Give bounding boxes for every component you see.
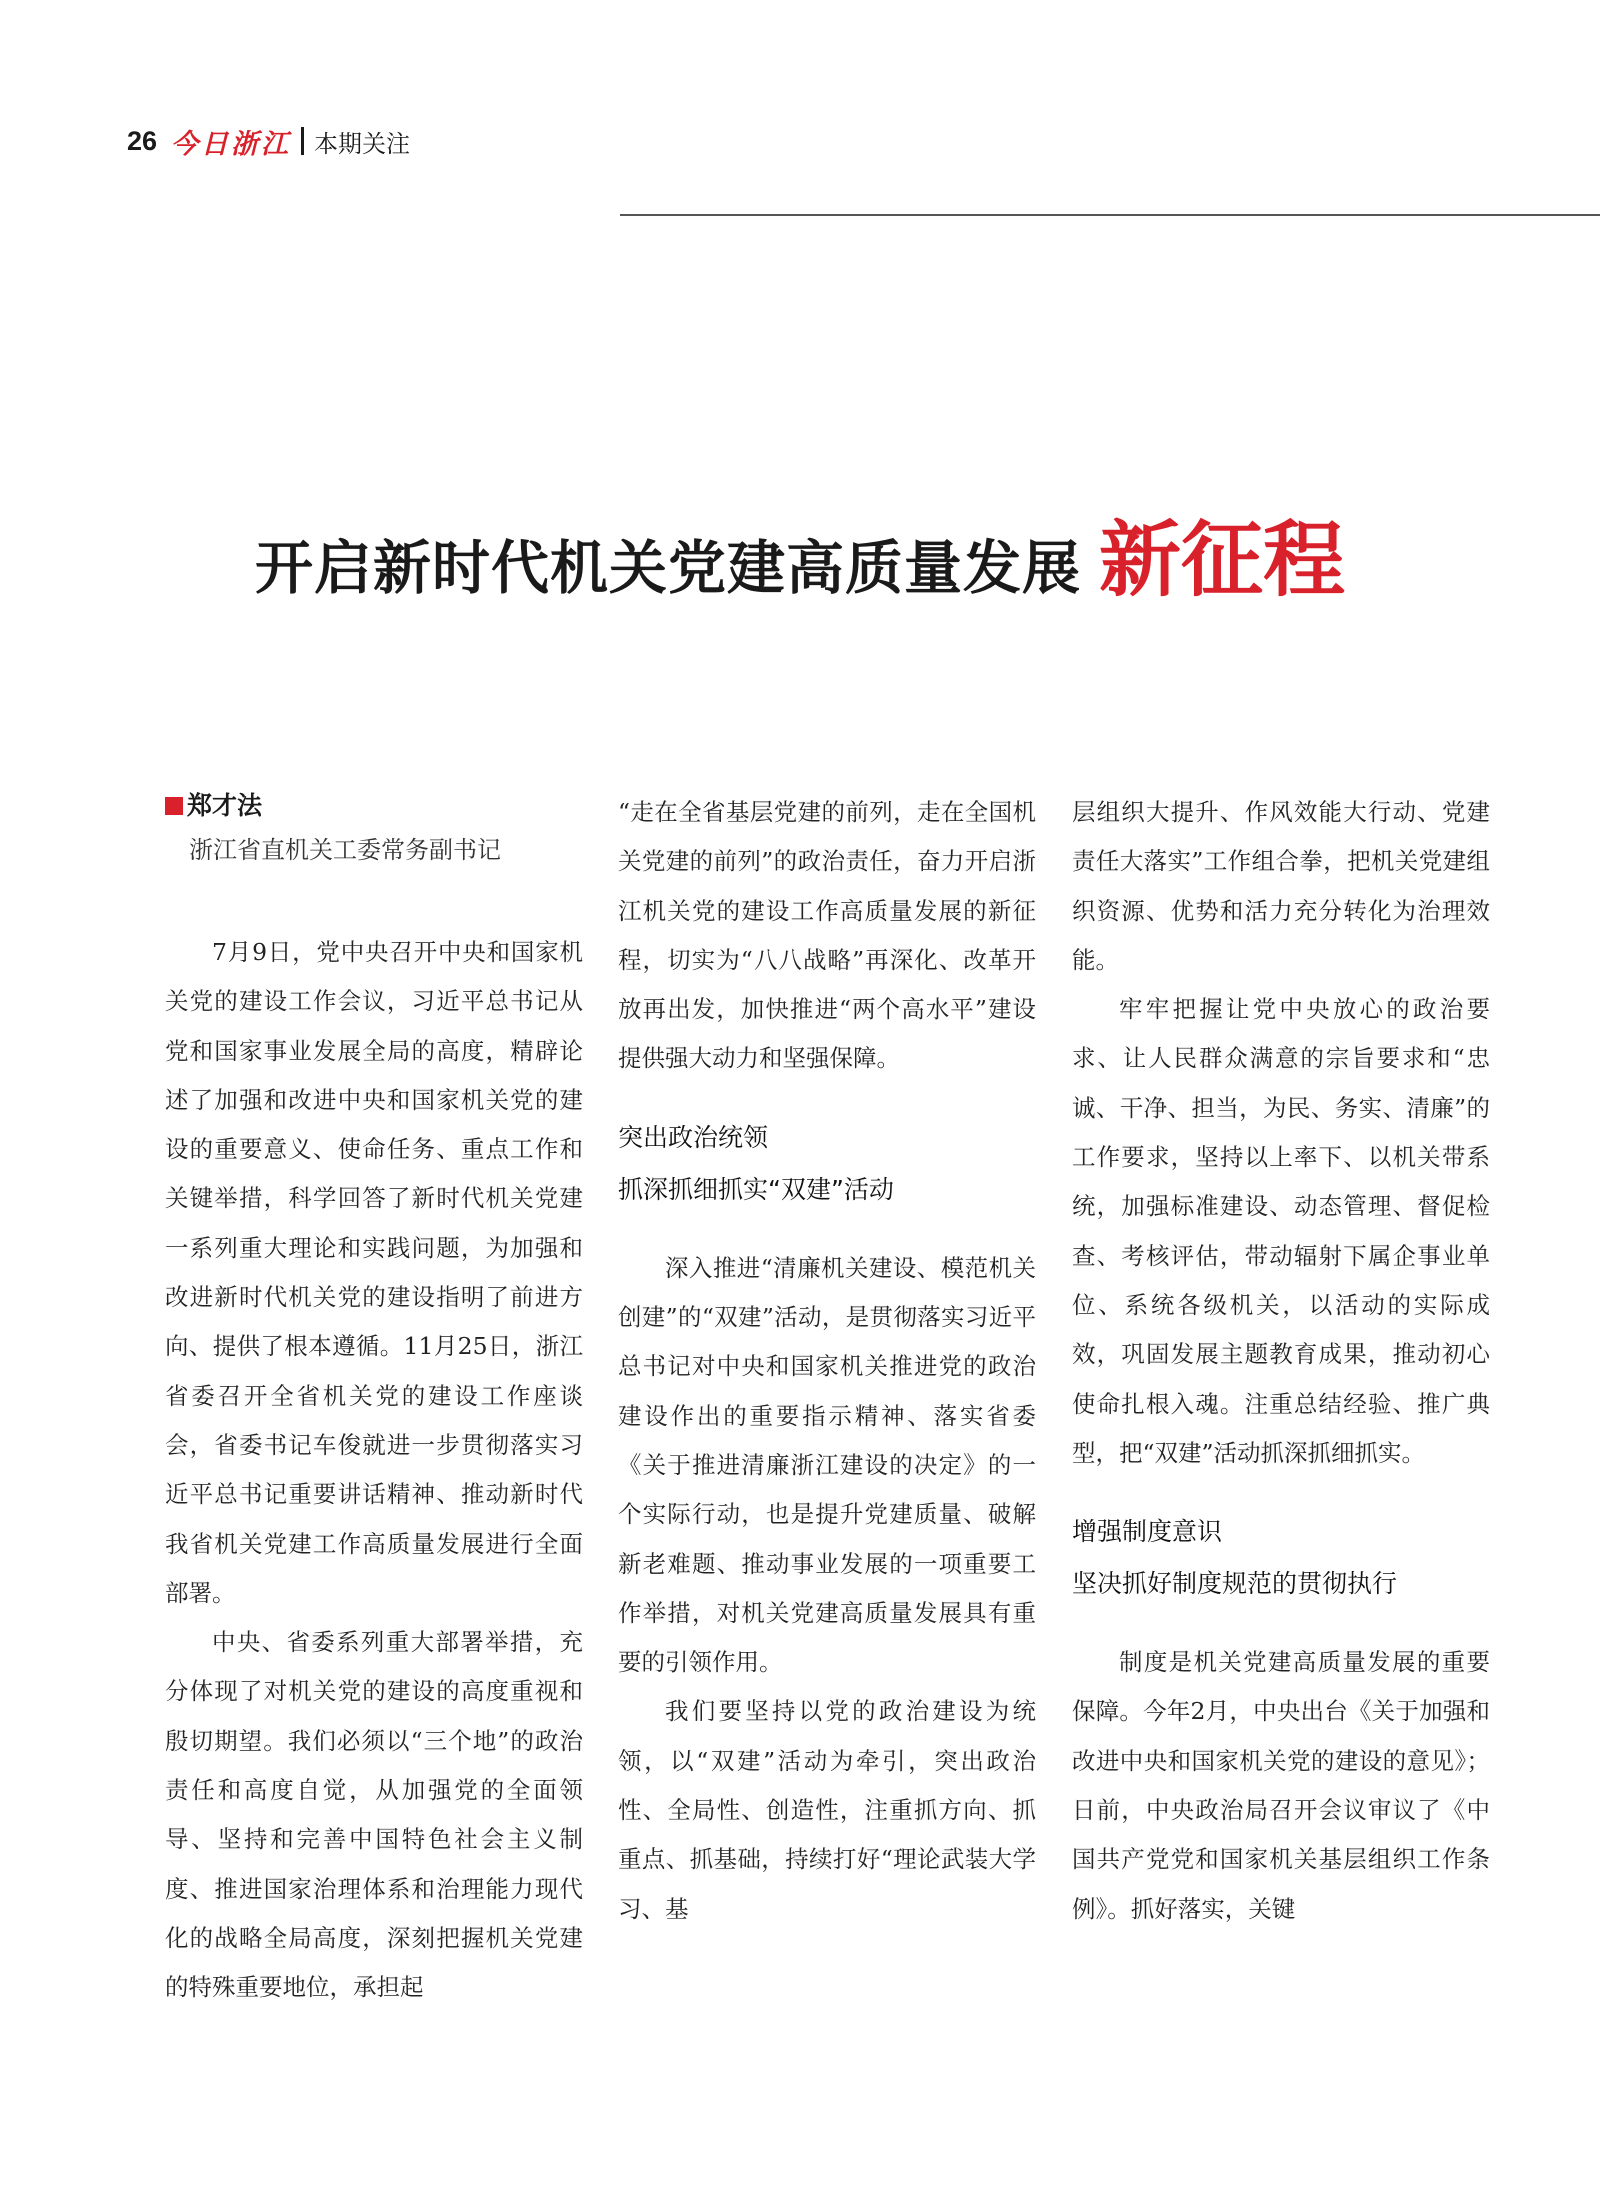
spacer: [618, 1216, 1036, 1244]
title-main: 开启新时代机关党建高质量发展: [254, 534, 1081, 602]
spacer: [1072, 1610, 1490, 1638]
paragraph: 深入推进“清廉机关建设、模范机关创建”的“双建”活动，是贯彻落实习近平总书记对中央和国家机关推进党的政治建设作出的重要指示精神、落实省委《关于推进清廉浙江建设的决定》的一个实际行动，也是提升党建质量、破解新老难题、推动事业发展的一项重要工作举措，对机关党建高质量发展具有重要的引领作用。: [618, 1253, 1036, 1677]
paragraph-continued: “走在全省基层党建的前列，走在全国机关党建的前列”的政治责任，奋力开启浙江机关党的建设工作高质量发展的新征程，切实为“八八战略”再深化、改革开放再出发，加快推进“两个高水平”建设提供强大动力和坚强保障。: [618, 798, 1036, 1073]
subheading-2-line-1: 增强制度意识: [1072, 1517, 1223, 1547]
author-name: 郑才法: [187, 791, 263, 820]
column-1: [165, 788, 583, 2013]
author-role: 浙江省直机关工委常务副书记: [189, 836, 501, 864]
paragraph: 制度是机关党建高质量发展的重要保障。今年2月，中央出台《关于加强和改进中央和国家机关党的建设的意见》；日前，中央政治局召开会议审议了《中国共产党党和国家机关基层组织工作条例》。抓好落实，关键: [1072, 1648, 1490, 1923]
paragraph-continued: 层组织大提升、作风效能大行动、党建责任大落实”工作组合拳，把机关党建组织资源、优势和活力充分转化为治理效能。: [1072, 798, 1490, 974]
article-title: [0, 495, 1600, 612]
title-highlight: 新征程: [1099, 513, 1346, 608]
paragraph: 中央、省委系列重大部署举措，充分体现了对机关党的建设的高度重视和殷切期望。我们必须以“三个地”的政治责任和高度自觉，从加强党的全面领导、坚持和完善中国特色社会主义制度、推进国家治理体系和治理能力现代化的战略全局高度，深刻把握机关党建的特殊重要地位，承担起: [165, 1628, 583, 2002]
paragraph: 我们要坚持以党的政治建设为统领，以“双建”活动为牵引，突出政治性、全局性、创造性，注重抓方向、抓重点、抓基础，持续打好“理论武装大学习、基: [618, 1697, 1036, 1923]
red-square-icon: [165, 797, 183, 815]
paragraph: 7月9日，党中央召开中央和国家机关党的建设工作会议，习近平总书记从党和国家事业发展全局的高度，精辟论述了加强和改进中央和国家机关党的建设的重要意义、使命任务、重点工作和关键举措，科学回答了新时代机关党建一系列重大理论和实践问题，为加强和改进新时代机关党的建设指明了前进方向、提供了根本遵循。11月25日，浙江省委召开全省机关党的建设工作座谈会，省委书记车俊就进一步贯彻落实习近平总书记重要讲话精神、推动新时代我省机关党建工作高质量发展进行全面部署。: [165, 938, 583, 1607]
magazine-logo: 今日浙江: [171, 128, 292, 160]
spacer: [618, 1084, 1036, 1112]
subheading-1-line-2: 抓深抓细抓实“双建”活动: [618, 1174, 894, 1204]
paragraph: 牢牢把握让党中央放心的政治要求、让人民群众满意的宗旨要求和“忠诚、干净、担当，为民、务实、清廉”的工作要求，坚持以上率下、以机关带系统，加强标准建设、动态管理、督促检查、考核评估，带动辐射下属企事业单位、系统各级机关，以活动的实际成效，巩固发展主题教育成果，推动初心使命扎根入魂。注重总结经验、推广典型，把“双建”活动抓深抓细抓实。: [1072, 995, 1490, 1467]
author-byline: [165, 788, 583, 824]
subheading-2-line-2: 坚决抓好制度规范的贯彻执行: [1072, 1569, 1398, 1599]
section-label: 本期关注: [314, 129, 411, 158]
subheading-1-line-1: 突出政治统领: [618, 1122, 769, 1152]
page-header: [127, 124, 410, 158]
column-2: [618, 788, 1036, 1934]
column-3: [1072, 788, 1490, 1934]
header-rule: [620, 214, 1600, 216]
spacer: [165, 870, 583, 928]
header-divider: [301, 127, 304, 155]
spacer: [1072, 1478, 1490, 1506]
page-number: 26: [127, 125, 158, 156]
